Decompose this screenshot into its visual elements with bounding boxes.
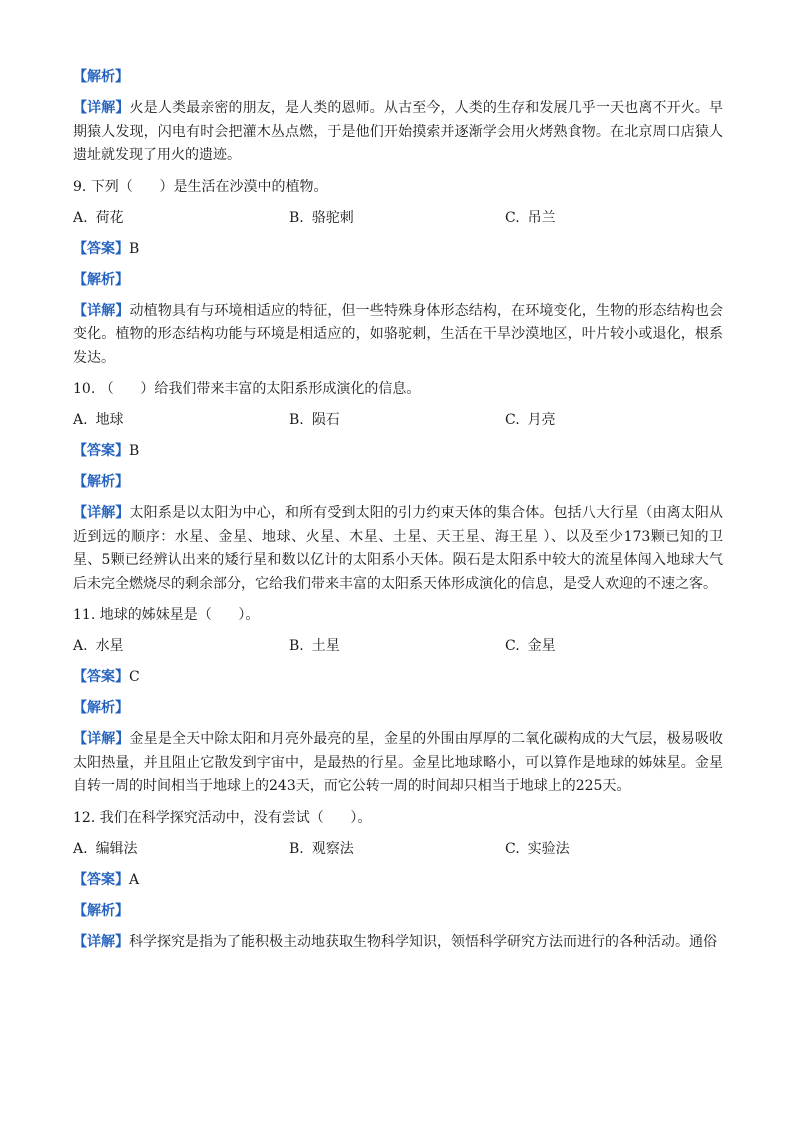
option-item <box>289 635 505 658</box>
option-item <box>505 207 721 230</box>
option-letter: A. <box>73 209 88 226</box>
section-tag: 【详解】 <box>73 933 129 950</box>
option-item <box>73 838 289 861</box>
section-tag: 【答案】 <box>73 443 129 459</box>
answer-value: A <box>129 871 140 888</box>
option-item <box>505 635 721 658</box>
question-stem: 9. 下列（ ）是生活在沙漠中的植物。 <box>73 178 328 195</box>
analysis-label-line <box>73 900 723 923</box>
option-text: 实验法 <box>527 840 570 857</box>
analysis-label-line <box>73 471 723 494</box>
explanation-paragraph <box>73 97 723 168</box>
explanation-paragraph <box>73 502 723 596</box>
option-text: 骆驼刺 <box>311 209 354 226</box>
option-text: 荷花 <box>95 209 124 226</box>
option-text: 陨石 <box>311 412 340 428</box>
section-tag: 【答案】 <box>73 240 129 257</box>
question-stem: 10. （ ）给我们带来丰富的太阳系形成演化的信息。 <box>73 381 421 397</box>
option-letter: C. <box>505 412 520 428</box>
analysis-label-line <box>73 697 723 720</box>
explanation-text: 火是人类最亲密的朋友，是人类的恩师。从古至今，人类的生存和发展几乎一天也离不开火。早期猿人发现，闪电有时会把灌木丛点燃，于是他们开始摸索并逐渐学会用火烤熟食物。在北京周口店猿人遗址就发现了用火的遗迹。 <box>73 100 724 163</box>
option-letter: A. <box>73 840 88 857</box>
option-text: 地球 <box>95 412 124 428</box>
option-item <box>73 635 289 658</box>
option-text: 吊兰 <box>527 209 556 226</box>
section-tag: 【详解】 <box>73 731 130 747</box>
section-tag: 【解析】 <box>73 474 129 490</box>
question-stem: 11. 地球的姊妹星是（ ）。 <box>73 607 260 623</box>
explanation-text: 金星是全天中除太阳和月亮外最亮的星，金星的外围由厚厚的二氧化碳构成的大气层，极易吸收太阳热量，并且阻止它散发到宇宙中，是最热的行星。金星比地球略小，可以算作是地球的姊妹星。金星自转一周的时间相当于地球上的243天，而它公转一周的时间却只相当于地球上的225天。 <box>73 731 724 794</box>
option-text: 水星 <box>95 638 124 654</box>
document-content <box>73 66 723 962</box>
option-letter: C. <box>505 209 520 226</box>
option-letter: C. <box>505 638 520 654</box>
options-row <box>73 838 723 861</box>
option-text: 编辑法 <box>95 840 138 857</box>
answer-line <box>73 869 723 892</box>
option-text: 金星 <box>527 638 556 654</box>
answer-value: B <box>129 240 140 257</box>
option-item <box>289 207 505 230</box>
answer-line <box>73 238 723 261</box>
answer-value: B <box>129 443 140 459</box>
section-tag: 【答案】 <box>73 871 129 888</box>
options-row <box>73 635 723 658</box>
option-item <box>73 409 289 432</box>
explanation-paragraph <box>73 728 723 799</box>
section-tag: 【详解】 <box>73 100 130 116</box>
analysis-label-line <box>73 66 723 89</box>
option-text: 土星 <box>311 638 340 654</box>
section-tag: 【详解】 <box>73 302 130 319</box>
option-letter: C. <box>505 840 520 857</box>
section-tag: 【解析】 <box>73 271 129 288</box>
section-tag: 【解析】 <box>73 69 129 85</box>
explanation-paragraph <box>73 300 723 371</box>
section-tag: 【答案】 <box>73 669 129 685</box>
option-letter: A. <box>73 638 88 654</box>
option-item <box>73 207 289 230</box>
option-item <box>505 409 721 432</box>
option-letter: B. <box>289 209 304 226</box>
option-letter: A. <box>73 412 88 428</box>
section-tag: 【解析】 <box>73 902 129 919</box>
answer-line <box>73 666 723 689</box>
answer-line <box>73 440 723 463</box>
option-item <box>289 409 505 432</box>
question-stem: 12. 我们在科学探究活动中，没有尝试（ ）。 <box>73 809 372 826</box>
options-row <box>73 207 723 230</box>
options-row <box>73 409 723 432</box>
analysis-label-line <box>73 269 723 292</box>
option-letter: B. <box>289 840 304 857</box>
answer-value: C <box>129 669 140 685</box>
explanation-text: 太阳系是以太阳为中心，和所有受到太阳的引力约束天体的集合体。包括八大行星（由离太阳从近到远的顺序：水星、金星、地球、火星、木星、土星、天王星、海王星 ）、以及至少173颗已知的卫星、5颗已经辨认出来的矮行星和数以亿计的太阳系小天体。陨石是太阳系中较大的流星体闯入地球大气后未完全燃烧尽的剩余部分，它给我们带来丰富的太阳系天体形成演化的信息，是受人欢迎的不速之客。 <box>73 505 724 592</box>
option-letter: B. <box>289 638 304 654</box>
explanation-paragraph <box>73 931 723 955</box>
option-item <box>505 838 721 861</box>
option-letter: B. <box>289 412 304 428</box>
section-tag: 【详解】 <box>73 505 130 521</box>
explanation-text: 动植物具有与环境相适应的特征，但一些特殊身体形态结构，在环境变化，生物的形态结构也会变化。植物的形态结构功能与环境是相适应的，如骆驼刺，生活在干旱沙漠地区，叶片较小或退化，根系发达。 <box>73 302 724 366</box>
option-item <box>289 838 505 861</box>
section-tag: 【解析】 <box>73 700 129 716</box>
option-text: 月亮 <box>527 412 556 428</box>
option-text: 观察法 <box>311 840 354 857</box>
explanation-text: 科学探究是指为了能积极主动地获取生物科学知识，领悟科学研究方法而进行的各种活动。通俗 <box>129 933 717 950</box>
